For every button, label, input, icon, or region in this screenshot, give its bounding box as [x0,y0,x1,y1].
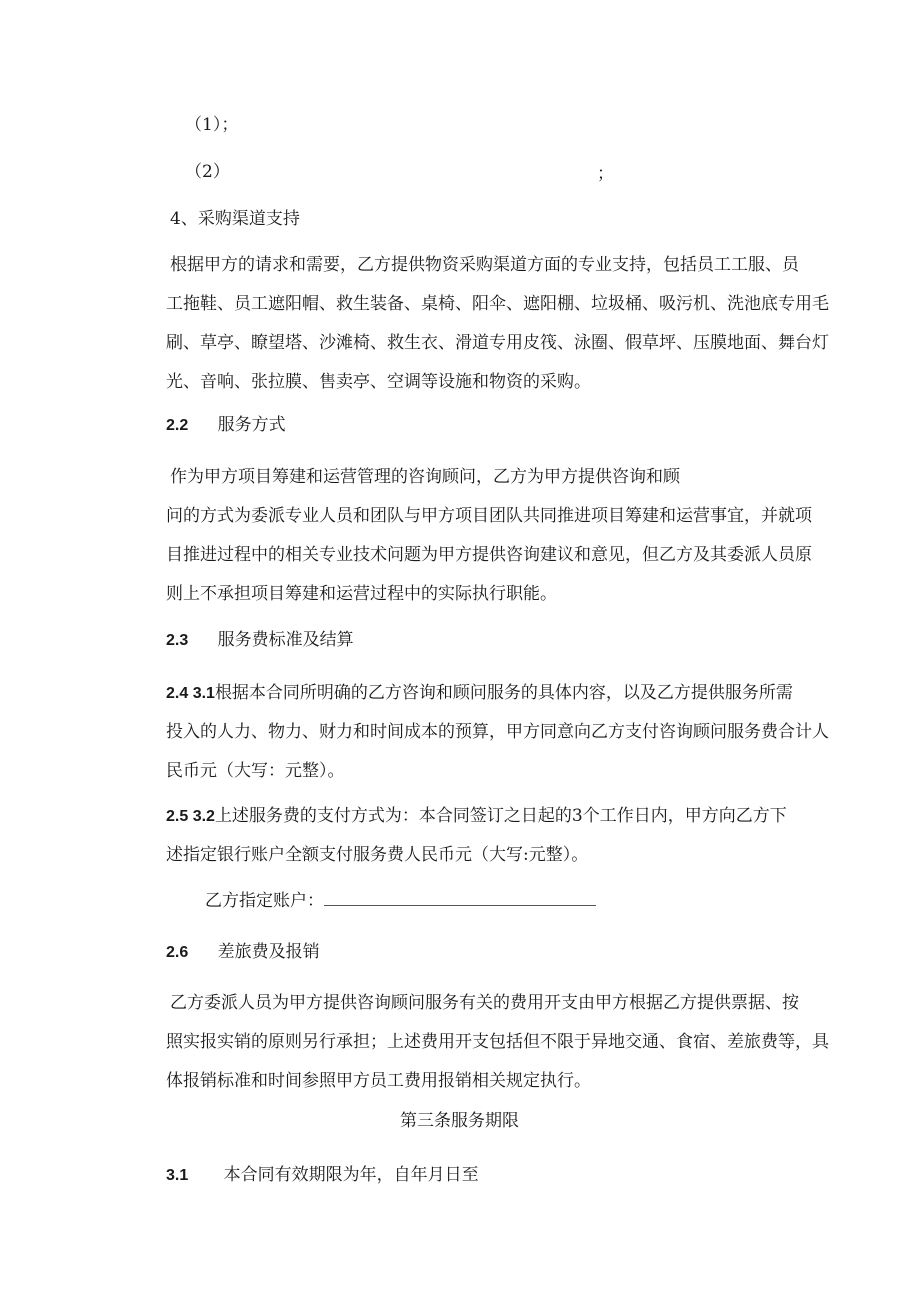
section-2-6 [166,942,320,963]
section-number: 2.2 [166,417,189,434]
section-title: 本合同有效期限为年，自年月日至 [223,1165,479,1185]
para-text: 根据本合同所明确的乙方咨询和顾问服务的具体内容，以及乙方提供服务所需 [214,683,793,703]
para-line: 问的方式为委派专业人员和团队与甲方项目团队共同推进项目筹建和运营事宜，并就项 [166,506,812,526]
account-row [205,889,596,911]
section-2-3 [166,630,354,651]
section-3-1 [166,1165,479,1186]
section-title: 服务费标准及结算 [217,630,354,650]
section-title: 服务方式 [217,415,286,435]
para-line: 照实报实销的原则另行承担；上述费用开支包括但不限于异地交通、食宿、差旅费等，具 [166,1032,829,1052]
paragraph-payment-method [166,797,787,875]
section-number: 2.4 3.1 [166,685,215,702]
section-number: 2.6 [166,944,189,961]
article-3-title: 第三条服务期限 [400,1111,519,1131]
para-line: 乙方委派人员为甲方提供咨询顾问服务有关的费用开支由甲方根据乙方提供票据、按 [170,993,799,1013]
paragraph-fee-standard [166,674,829,791]
paragraph-service-method [166,458,812,614]
section-number: 3.1 [166,1167,189,1184]
para-line: 则上不承担项目筹建和运营过程中的实际执行职能。 [166,584,557,604]
heading-4: 4、采购渠道支持 [170,209,300,229]
item-1: （1）； [185,115,239,135]
item-2-prefix: （2） [185,162,230,182]
para-line [166,797,787,836]
account-label: 乙方指定账户： [205,891,324,911]
section-title: 差旅费及报销 [217,942,320,962]
para-line: 光、音响、张拉膜、售卖亭、空调等设施和物资的采购。 [166,372,591,392]
section-2-2 [166,415,286,436]
account-blank [324,889,596,906]
para-line: 刷、草亭、瞭望塔、沙滩椅、救生衣、滑道专用皮筏、泳圈、假草坪、压膜地面、舞台灯 [166,333,829,353]
section-number: 2.5 3.2 [166,808,215,825]
para-line: 投入的人力、物力、财力和时间成本的预算，甲方同意向乙方支付咨询顾问服务费合计人 [166,722,829,742]
section-number: 2.3 [166,632,189,649]
para-line [166,674,829,713]
para-line: 工拖鞋、员工遮阳帽、救生装备、桌椅、阳伞、遮阳棚、垃圾桶、吸污机、洗池底专用毛 [166,294,829,314]
para-line: 目推进过程中的相关专业技术问题为甲方提供咨询建议和意见，但乙方及其委派人员原 [166,545,812,565]
para-line: 民币元（大写：元整）。 [166,761,345,781]
para-line: 根据甲方的请求和需要，乙方提供物资采购渠道方面的专业支持，包括员工工服、员 [170,255,799,275]
paragraph-procurement [166,246,829,402]
paragraph-travel-expenses [166,984,829,1101]
para-text: 上述服务费的支付方式为：本合同签订之日起的3个工作日内，甲方向乙方下 [214,806,787,826]
para-line: 作为甲方项目筹建和运营管理的咨询顾问，乙方为甲方提供咨询和顾 [170,467,680,487]
item-2-suffix: ； [597,164,614,184]
para-line: 述指定银行账户全额支付服务费人民币元（大写:元整）。 [166,845,589,865]
para-line: 体报销标准和时间参照甲方员工费用报销相关规定执行。 [166,1071,591,1091]
